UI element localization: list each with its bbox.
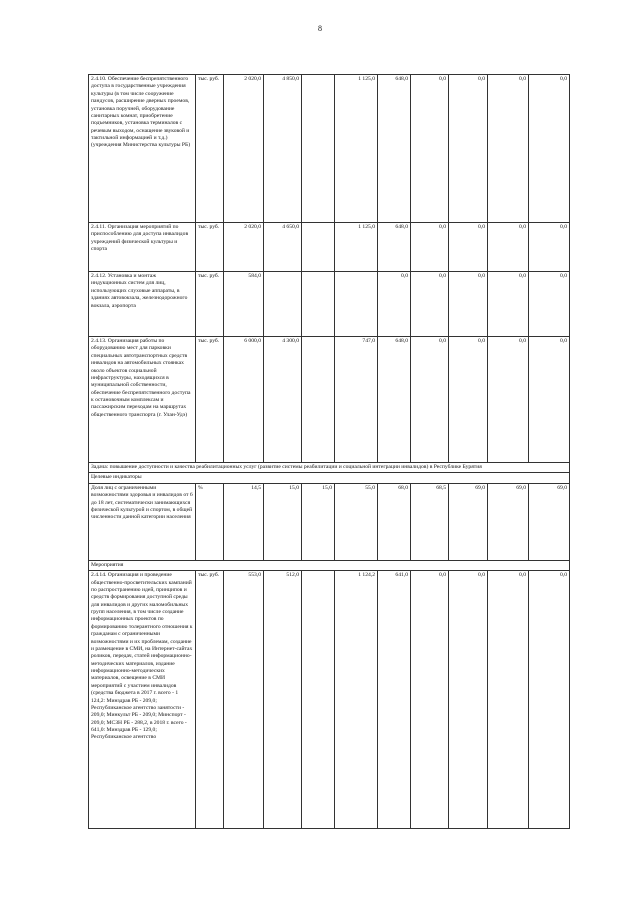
table-cell: 0,0 — [529, 75, 570, 223]
row-unit: тыс. руб. — [196, 571, 224, 829]
table-cell: 1 125,0 — [335, 75, 378, 223]
table-cell: 0,0 — [378, 272, 411, 337]
table-cell: 641,0 — [378, 571, 411, 829]
table-cell: 0,0 — [449, 571, 488, 829]
table-cell: 0,0 — [449, 337, 488, 463]
table-cell: 0,0 — [411, 571, 449, 829]
table-cell: 0,0 — [449, 223, 488, 272]
indicator-row — [89, 483, 570, 560]
row-unit: тыс. руб. — [196, 272, 224, 337]
table-cell: 68,0 — [378, 483, 411, 560]
table-cell: 0,0 — [529, 272, 570, 337]
event-row — [89, 571, 570, 829]
table-cell — [302, 272, 335, 337]
table-cell: 14,5 — [224, 483, 264, 560]
row-unit: % — [196, 483, 224, 560]
table-cell: 2 020,0 — [224, 223, 264, 272]
table-cell — [302, 223, 335, 272]
task-row — [89, 463, 570, 473]
table-cell: 4 300,0 — [264, 337, 302, 463]
task-text: Задача: повышение доступности и качества реабилитационных услуг (развитие системы реабилитации и социальной интеграции инвалидов) в Республике Бурятия — [89, 463, 570, 473]
table-cell: 0,0 — [449, 272, 488, 337]
events-header: Мероприятия — [89, 560, 570, 570]
table-cell: 0,0 — [411, 272, 449, 337]
table-cell: 0,0 — [529, 337, 570, 463]
table-cell: 0,0 — [488, 223, 529, 272]
table-cell: 15,0 — [264, 483, 302, 560]
table-cell: 0,0 — [529, 223, 570, 272]
events-header-row — [89, 560, 570, 570]
table-cell — [264, 272, 302, 337]
page-number: 8 — [318, 24, 322, 33]
table-cell: 0,0 — [411, 75, 449, 223]
table-cell — [302, 337, 335, 463]
row-name: 2.4.14. Организация и проведение общественно-просветительских кампаний по распространению идей, принципов и средств формирования доступной среды для инвалидов и других маломобильных групп населения, в том числе создание информационных проектов по формированию толерантного отношения к гражданам с ограниченными возможностями и их проблемам, создание и размещение в СМИ, на Интернет-сайтах роликов, передач, статей информационно-методических материалов, издание информационно-методических материалов, освещение в СМИ мероприятий с участием инвалидов (средства бюджета в 2017 г. всего - 1 124,2: Минздрав РБ - 209,0; Республиканское агентство занятости - 209,0; Минкульт РБ - 209,0; Минспорт - 209,0; МСЗН РБ - 288,2, в 2018 г. всего - 641,0: Минздрав РБ - 129,0; Республиканское агентство — [89, 571, 196, 829]
table-cell: 0,0 — [488, 571, 529, 829]
program-table — [88, 74, 570, 829]
table-cell: 0,0 — [488, 337, 529, 463]
table-row — [89, 272, 570, 337]
table-cell: 0,0 — [411, 337, 449, 463]
table-cell: 1 125,0 — [335, 223, 378, 272]
row-name: 2.4.11. Организация мероприятий по приспособлению для доступа инвалидов учреждений физической культуры и спорта — [89, 223, 196, 272]
table-cell: 69,0 — [529, 483, 570, 560]
table-cell — [302, 571, 335, 829]
table-cell: 4 850,0 — [264, 75, 302, 223]
table-row — [89, 223, 570, 272]
table-cell: 648,0 — [378, 223, 411, 272]
indicators-header-row — [89, 473, 570, 483]
row-unit: тыс. руб. — [196, 337, 224, 463]
table-cell: 512,0 — [264, 571, 302, 829]
table-cell: 747,0 — [335, 337, 378, 463]
table-row — [89, 337, 570, 463]
table-cell: 2 020,0 — [224, 75, 264, 223]
table-cell: 6 000,0 — [224, 337, 264, 463]
table-cell: 0,0 — [488, 75, 529, 223]
table-cell: 68,5 — [411, 483, 449, 560]
row-name: 2.4.13. Организация работы по оборудованию мест для парковки специальных автотранспортных средств инвалидов на автомобильных стоянках около объектов социальной инфраструктуры, находящихся в муниципальной собственности, обеспечение беспрепятственного доступа к остановочным комплексам и пассажирским переходам на маршрутах общественного транспорта (г. Улан-Удэ) — [89, 337, 196, 463]
table-cell: 55,0 — [335, 483, 378, 560]
row-name: 2.4.12. Установка и монтаж индукционных систем для лиц, использующих слуховые аппараты, в зданиях автовокзала, железнодорожного вокзала, аэропорта — [89, 272, 196, 337]
row-unit: тыс. руб. — [196, 75, 224, 223]
table-cell: 1 124,2 — [335, 571, 378, 829]
table-cell: 0,0 — [529, 571, 570, 829]
table-cell: 4 650,0 — [264, 223, 302, 272]
table-cell — [335, 272, 378, 337]
table-cell — [302, 75, 335, 223]
table-cell: 553,0 — [224, 571, 264, 829]
table-cell: 69,0 — [449, 483, 488, 560]
table-cell: 0,0 — [449, 75, 488, 223]
table-cell: 69,0 — [488, 483, 529, 560]
table-cell: 648,0 — [378, 337, 411, 463]
table-cell: 0,0 — [411, 223, 449, 272]
table-cell: 0,0 — [488, 272, 529, 337]
indicators-header: Целевые индикаторы — [89, 473, 570, 483]
table-row — [89, 75, 570, 223]
table-cell: 15,0 — [302, 483, 335, 560]
row-unit: тыс. руб. — [196, 223, 224, 272]
table-cell: 648,0 — [378, 75, 411, 223]
table-cell: 584,0 — [224, 272, 264, 337]
row-name: Доля лиц с ограниченными возможностями здоровья и инвалидов от 6 до 18 лет, систематически занимающихся физической культурой и спортом, в общей численности данной категории населения — [89, 483, 196, 560]
row-name: 2.4.10. Обеспечение беспрепятственного доступа в государственные учреждения культуры (в том числе сооружение пандусов, расширение дверных проемов, установка поручней, оборудование санитарных комнат, приобретение подъемников, установка терминалов с речевым выходом, оснащение звуковой и тактильной информацией и т.д.) (учреждения Министерства культуры РБ) — [89, 75, 196, 223]
